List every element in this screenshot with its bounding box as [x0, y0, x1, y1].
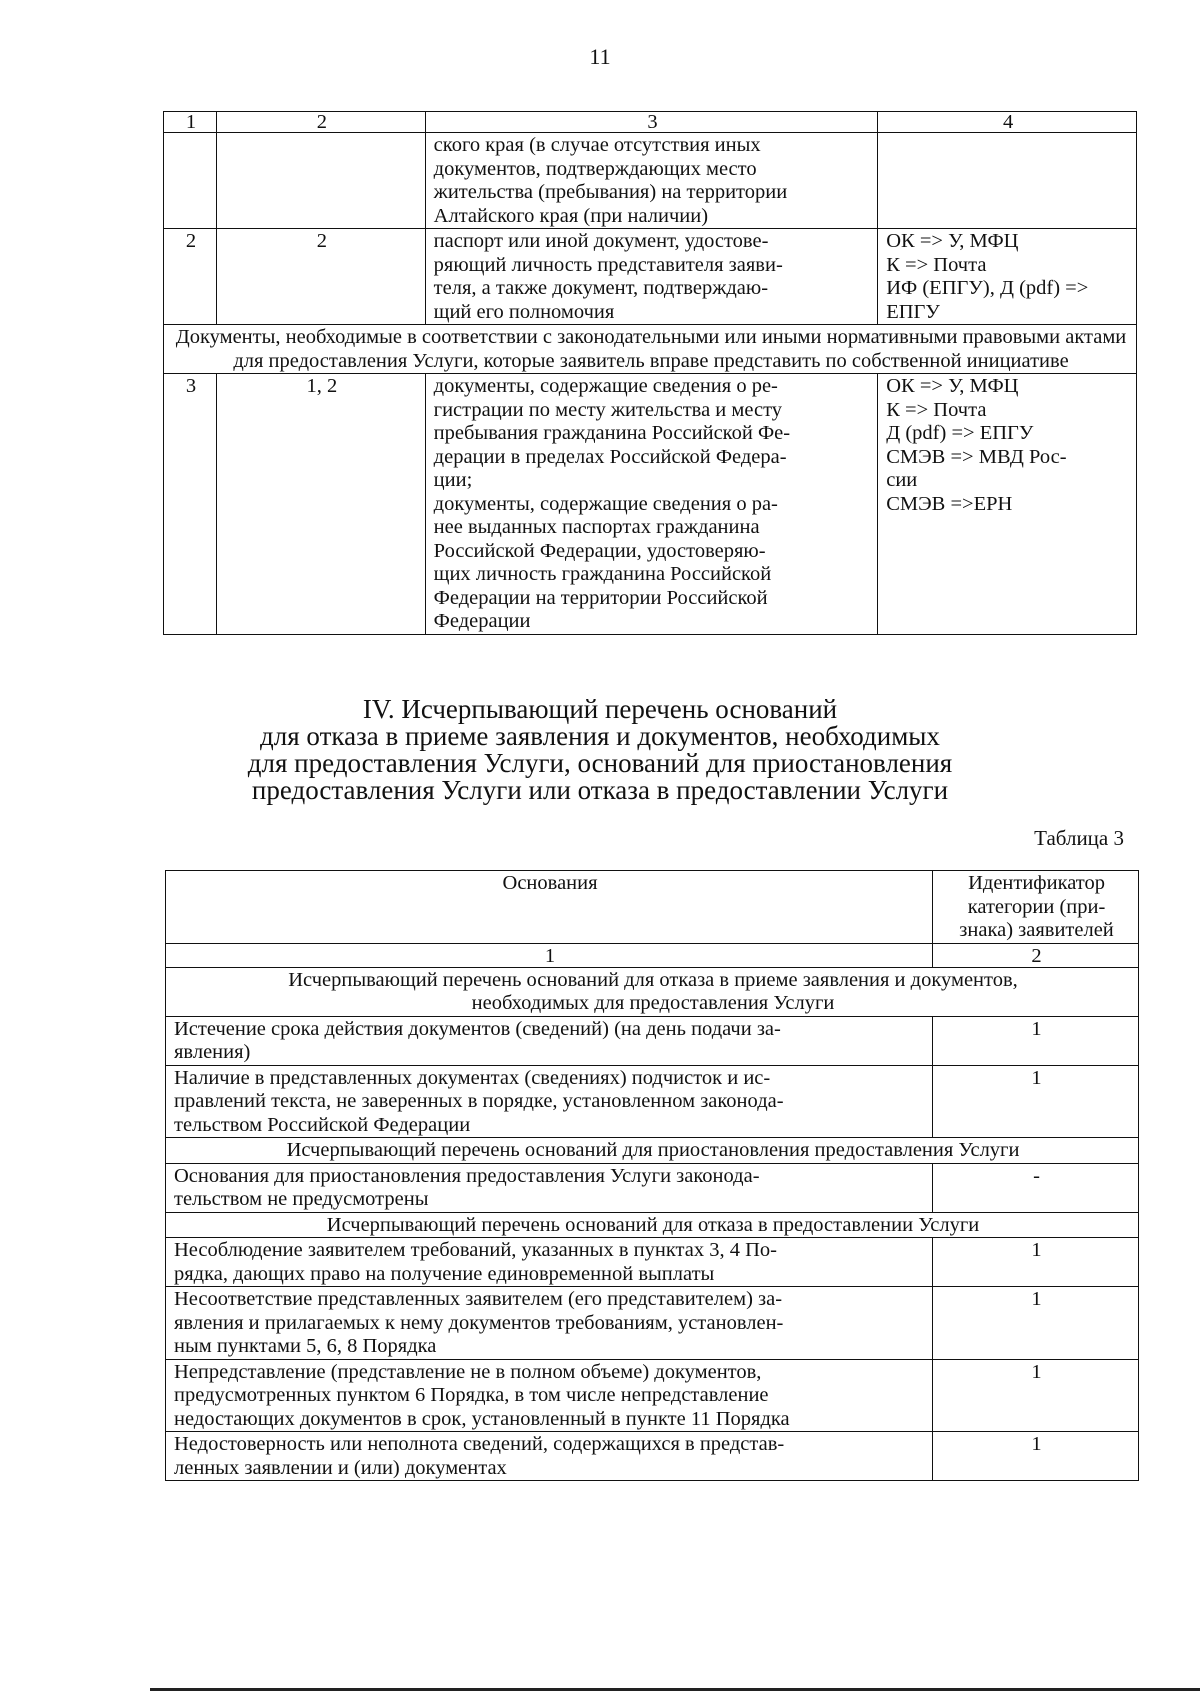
ground-text	[166, 1287, 933, 1360]
table-caption: Таблица 3	[1034, 826, 1124, 850]
cell-line: необходимых для предоставления Услуги	[471, 992, 835, 1014]
row-number-cell: 2	[164, 229, 217, 325]
cell-line: Истечение срока действия документов (сведений) (на день подачи за-	[174, 1017, 781, 1040]
document-cell	[425, 374, 878, 635]
header-identifier	[933, 871, 1139, 944]
document-cell	[425, 229, 878, 325]
table-row	[166, 1065, 1139, 1138]
cell-line: Федерации	[433, 610, 531, 632]
table-row	[164, 229, 1137, 325]
cell-line: Наличие в представленных документах (сведениях) подчисток и ис-	[174, 1066, 771, 1089]
page-bottom-rule	[150, 1688, 1200, 1691]
cell-line: щий его полномочия	[433, 300, 615, 323]
method-cell	[878, 229, 1137, 325]
ground-identifier: 1	[933, 1359, 1139, 1432]
cell-line: документы, содержащие сведения о ра-	[433, 492, 778, 515]
ground-text	[166, 1238, 933, 1287]
method-cell	[878, 374, 1137, 635]
column-number-row	[166, 943, 1139, 967]
cell-line: недостающих документов в срок, установленный в пункте 11 Порядка	[174, 1407, 790, 1430]
cell-line: К => Почта	[886, 253, 987, 276]
cell-line: дерации в пределах Российской Федера-	[433, 445, 787, 468]
cell-line: СМЭВ => МВД Рос-	[886, 445, 1067, 468]
category-cell: 1, 2	[216, 374, 425, 635]
table-row	[166, 1238, 1139, 1287]
cell-line: Алтайского края (при наличии)	[433, 204, 709, 227]
group-title	[166, 967, 1139, 1016]
cell-line: ИФ (ЕПГУ), Д (pdf) =>	[886, 277, 1089, 299]
ground-identifier: 1	[933, 1238, 1139, 1287]
cell-line: Основания для приостановления предоставления Услуги законода-	[174, 1164, 760, 1187]
ground-identifier: 1	[933, 1432, 1139, 1481]
header-cell: 2	[216, 112, 425, 133]
row-number-cell: 3	[164, 374, 217, 635]
grounds-table	[165, 870, 1139, 1481]
cell-line: сии	[886, 469, 918, 491]
heading-line: для предоставления Услуги, оснований для приостановления	[247, 748, 953, 778]
method-cell	[878, 133, 1137, 229]
group-title-row	[166, 967, 1139, 1016]
group-title-row	[166, 1138, 1139, 1164]
cell-line: Несоблюдение заявителем требований, указанных в пунктах 3, 4 По-	[174, 1239, 777, 1261]
table-header-row	[166, 871, 1139, 944]
table-row	[164, 374, 1137, 635]
cell-line: ленных заявлении и (или) документах	[174, 1456, 507, 1479]
cell-line: тельством Российской Федерации	[174, 1113, 471, 1136]
cell-line: ЕПГУ	[886, 300, 940, 323]
ground-identifier: 1	[933, 1287, 1139, 1360]
cell-line: СМЭВ =>ЕРН	[886, 492, 1013, 515]
cell-line: щих личность гражданина Российской	[433, 563, 772, 585]
table-header-row	[164, 112, 1137, 133]
cell-line: жительства (пребывания) на территории	[433, 181, 788, 203]
cell-line: знака) заявителей	[959, 919, 1114, 941]
heading-line: для отказа в приеме заявления и документов, необходимых	[260, 721, 940, 751]
document-cell	[425, 133, 878, 229]
ground-text	[166, 1065, 933, 1138]
header-cell: 1	[164, 112, 217, 133]
ground-text	[166, 1432, 933, 1481]
ground-identifier: 1	[933, 1016, 1139, 1065]
table-row	[166, 1016, 1139, 1065]
header-grounds: Основания	[166, 871, 933, 944]
cell-line: категории (при-	[967, 895, 1106, 918]
cell-line: ряющий личность представителя заяви-	[433, 253, 783, 276]
group-title-row	[166, 1212, 1139, 1238]
section-row	[164, 325, 1137, 374]
heading-line: IV. Исчерпывающий перечень оснований	[362, 694, 838, 724]
cell-line: ского края (в случае отсутствия иных	[433, 134, 761, 156]
cell-line: Д (pdf) => ЕПГУ	[886, 422, 1034, 444]
group-title: Исчерпывающий перечень оснований для приостановления предоставления Услуги	[166, 1138, 1139, 1164]
ground-identifier: 1	[933, 1065, 1139, 1138]
row-number-cell	[164, 133, 217, 229]
heading-line: предоставления Услуги или отказа в предоставлении Услуги	[251, 775, 949, 805]
cell-line: нее выданных паспортах гражданина	[433, 516, 760, 538]
cell-line: документы, содержащие сведения о ре-	[433, 375, 778, 397]
cell-line: Непредставление (представление не в полном объеме) документов,	[174, 1360, 762, 1383]
table-row	[166, 1287, 1139, 1360]
category-cell: 2	[216, 229, 425, 325]
cell-line: ОК => У, МФЦ	[886, 375, 1019, 397]
column-number: 1	[166, 943, 933, 967]
ground-text	[166, 1016, 933, 1065]
cell-line: гистрации по месту жительства и месту	[433, 398, 783, 421]
cell-line: теля, а также документ, подтверждаю-	[433, 277, 769, 299]
category-cell	[216, 133, 425, 229]
header-cell: 4	[878, 112, 1137, 133]
cell-line: Исчерпывающий перечень оснований для отказа в приеме заявления и документов,	[288, 968, 1018, 991]
cell-line: явления)	[174, 1041, 251, 1063]
cell-line: ции;	[433, 469, 473, 491]
section-heading	[0, 696, 1200, 804]
cell-line: К => Почта	[886, 398, 987, 421]
section-row-text: Документы, необходимые в соответствии с законодательными или иными нормативными правовыми актами для предоставления Услуги, которые заявитель вправе представить по собственной инициативе	[164, 325, 1137, 374]
cell-line: паспорт или иной документ, удостове-	[433, 230, 769, 252]
cell-line: Несоответствие представленных заявителем (его представителем) за-	[174, 1288, 783, 1310]
cell-line: ОК => У, МФЦ	[886, 230, 1019, 252]
cell-line: правлений текста, не заверенных в порядке, установленном законода-	[174, 1090, 784, 1112]
cell-line: явления и прилагаемых к нему документов требованиям, установлен-	[174, 1311, 784, 1334]
cell-line: ным пунктами 5, 6, 8 Порядка	[174, 1335, 437, 1357]
header-cell: 3	[425, 112, 878, 133]
table-row	[166, 1432, 1139, 1481]
cell-line: Российской Федерации, удостоверяю-	[433, 539, 766, 562]
page-number: 11	[589, 44, 611, 69]
cell-line: пребывания гражданина Российской Фе-	[433, 422, 791, 444]
cell-line: Идентификатор	[968, 872, 1105, 894]
table-row	[166, 1163, 1139, 1212]
cell-line: тельством не предусмотрены	[174, 1188, 429, 1210]
documents-table	[163, 111, 1137, 635]
ground-text	[166, 1163, 933, 1212]
group-title: Исчерпывающий перечень оснований для отказа в предоставлении Услуги	[166, 1212, 1139, 1238]
ground-identifier: -	[933, 1163, 1139, 1212]
cell-line: предусмотренных пунктом 6 Порядка, в том числе непредставление	[174, 1384, 769, 1406]
cell-line: Недостоверность или неполнота сведений, содержащихся в представ-	[174, 1433, 785, 1455]
cell-line: рядка, дающих право на получение единовременной выплаты	[174, 1262, 715, 1285]
cell-line: Федерации на территории Российской	[433, 586, 768, 609]
table-row	[164, 133, 1137, 229]
ground-text	[166, 1359, 933, 1432]
cell-line: документов, подтверждающих место	[433, 157, 757, 180]
column-number: 2	[933, 943, 1139, 967]
table-row	[166, 1359, 1139, 1432]
